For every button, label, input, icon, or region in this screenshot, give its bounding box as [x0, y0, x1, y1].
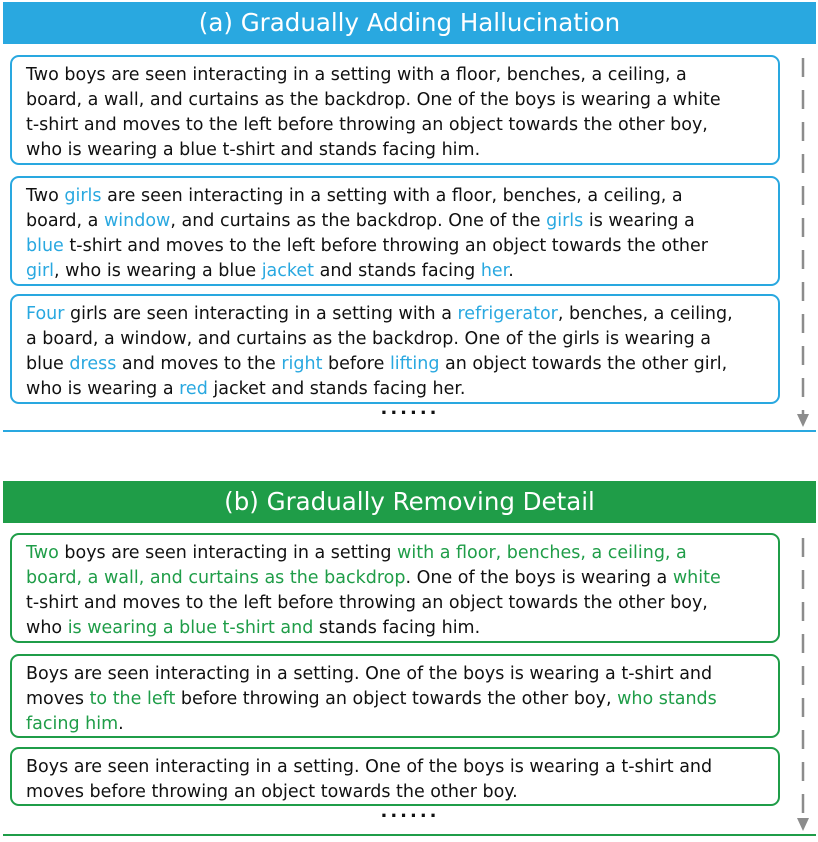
- caption-text: before: [322, 354, 390, 374]
- caption-line: [26, 63, 768, 88]
- caption-text: t-shirt and moves to the left before throwing an object towards the other boy,: [26, 115, 708, 135]
- caption-box-reduced-2: [10, 747, 780, 806]
- caption-line: [26, 352, 768, 377]
- caption-text: a board, a window, and curtains as the backdrop. One of the girls is wearing a: [26, 329, 712, 349]
- ellipsis: ......: [380, 801, 440, 822]
- highlighted-text: with a floor, benches, a ceiling, a: [397, 543, 687, 563]
- highlighted-text: dress: [69, 354, 117, 374]
- caption-text: is wearing a: [583, 211, 695, 231]
- caption-line: [26, 755, 768, 780]
- caption-text: who is wearing a blue t-shirt and stands facing him.: [26, 140, 481, 160]
- caption-text: t-shirt and moves to the left before throwing an object towards the other boy,: [26, 593, 708, 613]
- caption-line: [26, 234, 768, 259]
- highlighted-text: Two: [26, 543, 59, 563]
- caption-box-hallucination-2: [10, 294, 780, 404]
- caption-text: an object towards the other girl,: [439, 354, 728, 374]
- caption-line: [26, 184, 768, 209]
- highlighted-text: blue: [26, 236, 64, 256]
- caption-line: [26, 541, 768, 566]
- caption-line: [26, 591, 768, 616]
- caption-box-original: [10, 533, 780, 643]
- caption-line: [26, 662, 768, 687]
- highlighted-text: lifting: [389, 354, 440, 374]
- caption-line: [26, 327, 768, 352]
- caption-text: moves before throwing an object towards the other boy.: [26, 782, 518, 802]
- highlighted-text: Four: [26, 304, 65, 324]
- highlighted-text: girls: [64, 186, 102, 206]
- section-b-divider: [3, 834, 816, 836]
- caption-text: Two boys are seen interacting in a setting with a floor, benches, a ceiling, a: [26, 65, 687, 85]
- caption-line: [26, 138, 768, 163]
- caption-text: stands facing him.: [313, 618, 481, 638]
- caption-line: [26, 566, 768, 591]
- caption-line: [26, 687, 768, 712]
- caption-text: who: [26, 618, 68, 638]
- caption-text: jacket and stands facing her.: [207, 379, 466, 399]
- caption-text: , benches, a ceiling,: [557, 304, 733, 324]
- highlighted-text: window: [103, 211, 171, 231]
- highlighted-text: red: [179, 379, 208, 399]
- caption-text: Two: [26, 186, 65, 206]
- highlighted-text: to the left: [89, 689, 176, 709]
- caption-line: [26, 88, 768, 113]
- caption-text: , who is wearing a blue: [54, 261, 262, 281]
- highlighted-text: girl: [26, 261, 55, 281]
- caption-line: [26, 302, 768, 327]
- caption-text: are seen interacting in a setting with a floor, benches, a ceiling, a: [101, 186, 683, 206]
- caption-line: [26, 113, 768, 138]
- highlighted-text: is wearing a blue t-shirt and: [67, 618, 314, 638]
- caption-line: [26, 259, 768, 284]
- caption-text: blue: [26, 354, 70, 374]
- caption-text: .: [118, 714, 124, 734]
- caption-line: [26, 209, 768, 234]
- caption-line: [26, 616, 768, 641]
- highlighted-text: who stands: [617, 689, 717, 709]
- caption-box-hallucination-1: [10, 176, 780, 286]
- section-a-divider: [3, 430, 816, 432]
- ellipsis: ......: [380, 398, 440, 419]
- caption-text: board, a wall, and curtains as the backdrop. One of the boys is wearing a white: [26, 90, 721, 110]
- section-b-title: (b) Gradually Removing Detail: [3, 481, 816, 523]
- caption-text: who is wearing a: [26, 379, 180, 399]
- caption-text: before throwing an object towards the other boy,: [175, 689, 618, 709]
- caption-text: . One of the boys is wearing a: [405, 568, 673, 588]
- caption-text: girls are seen interacting in a setting with a: [64, 304, 458, 324]
- caption-text: moves: [26, 689, 90, 709]
- caption-text: board, a: [26, 211, 104, 231]
- down-arrow-icon: [793, 534, 813, 834]
- caption-text: and moves to the: [116, 354, 282, 374]
- caption-box-reduced-1: [10, 654, 780, 738]
- highlighted-text: right: [281, 354, 323, 374]
- caption-box-original: [10, 55, 780, 165]
- highlighted-text: board, a wall, and curtains as the backdrop: [26, 568, 406, 588]
- caption-text: .: [508, 261, 514, 281]
- down-arrow-icon: [793, 54, 813, 430]
- caption-line: [26, 712, 768, 737]
- section-a-title: (a) Gradually Adding Hallucination: [3, 2, 816, 44]
- caption-text: , and curtains as the backdrop. One of the: [170, 211, 547, 231]
- highlighted-text: refrigerator: [457, 304, 558, 324]
- caption-text: t-shirt and moves to the left before throwing an object towards the other: [63, 236, 708, 256]
- highlighted-text: her: [480, 261, 509, 281]
- caption-text: Boys are seen interacting in a setting. One of the boys is wearing a t-shirt and: [26, 664, 713, 684]
- caption-text: Boys are seen interacting in a setting. One of the boys is wearing a t-shirt and: [26, 757, 713, 777]
- highlighted-text: white: [672, 568, 721, 588]
- caption-text: boys are seen interacting in a setting: [58, 543, 398, 563]
- highlighted-text: girls: [546, 211, 584, 231]
- highlighted-text: jacket: [261, 261, 315, 281]
- highlighted-text: facing him: [26, 714, 119, 734]
- caption-text: and stands facing: [314, 261, 481, 281]
